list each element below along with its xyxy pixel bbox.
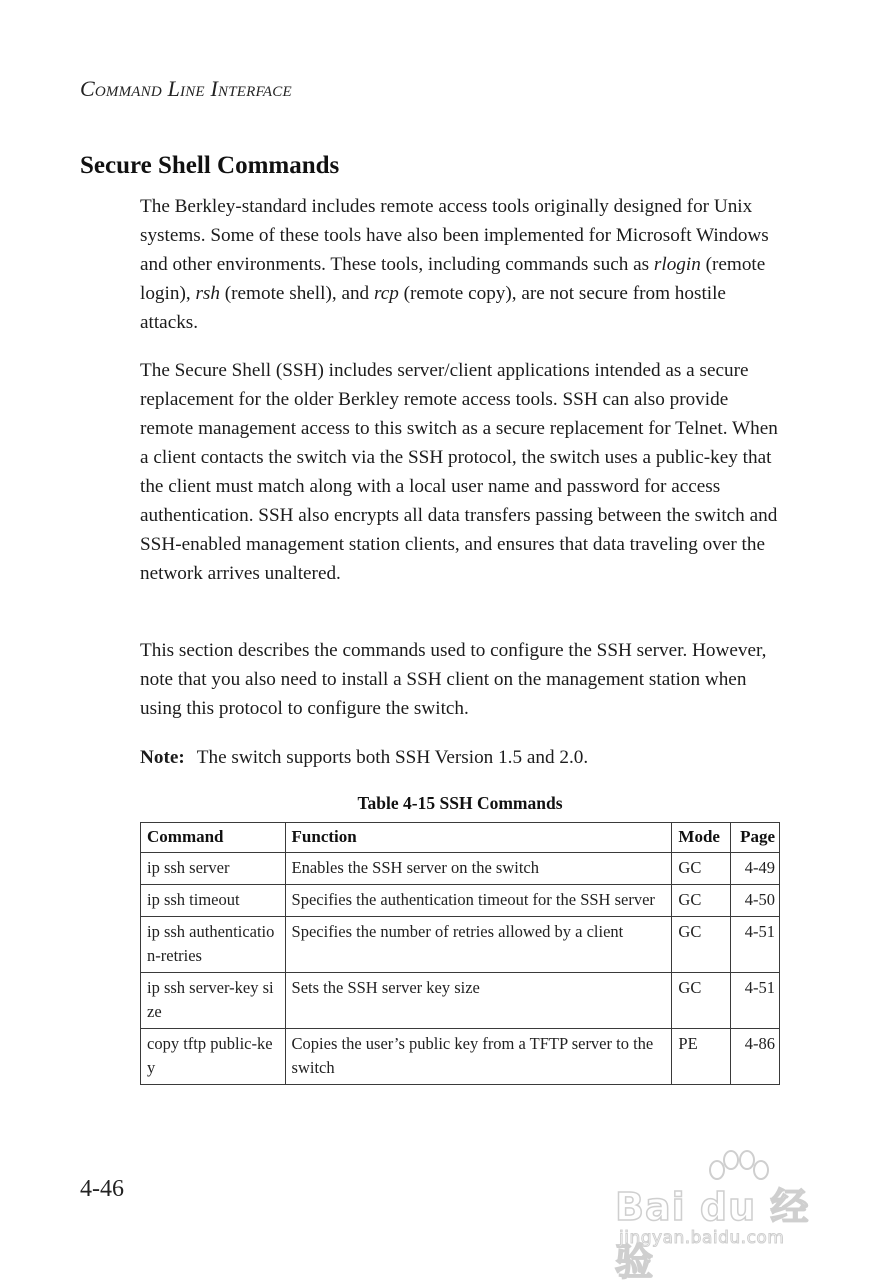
- cell-function: Specifies the number of retries allowed by a client: [285, 917, 672, 973]
- cell-function: Specifies the authentication timeout for the SSH server: [285, 885, 672, 917]
- cell-mode: GC: [672, 853, 731, 885]
- watermark-brand: Bai du 经验: [615, 1185, 810, 1284]
- table-row: [141, 853, 780, 885]
- baidu-watermark: [615, 1150, 840, 1284]
- note-label: Note:: [140, 747, 185, 768]
- paragraph-text: (remote copy), are not secure from hostile attacks.: [140, 283, 726, 333]
- cell-page: 4-50: [731, 885, 780, 917]
- paragraph-text: (remote shell), and: [219, 283, 374, 304]
- section-title: Secure Shell Commands: [80, 152, 340, 179]
- cell-command: ip ssh authentication-retries: [141, 917, 286, 973]
- table-header-row: [141, 823, 780, 853]
- cell-page: 4-49: [731, 853, 780, 885]
- ssh-commands-table: [140, 822, 780, 1085]
- note-text: The switch supports both SSH Version 1.5 and 2.0.: [196, 747, 589, 768]
- table-row: [141, 973, 780, 1029]
- cell-command: ip ssh server: [141, 853, 286, 885]
- cell-command: copy tftp public-key: [141, 1029, 286, 1085]
- paragraph-section-scope: This section describes the commands used to configure the SSH server. However, note that you also need to install a SSH client on the management station when using this protocol to configure the switch.: [140, 640, 767, 719]
- page-number: 4-46: [80, 1176, 124, 1202]
- cell-command: ip ssh timeout: [141, 885, 286, 917]
- header-mode: Mode: [672, 823, 731, 853]
- cell-mode: GC: [672, 917, 731, 973]
- note: [140, 743, 785, 772]
- cell-command: ip ssh server-key size: [141, 973, 286, 1029]
- cell-function: Copies the user’s public key from a TFTP server to the switch: [285, 1029, 672, 1085]
- paragraph-ssh-description: The Secure Shell (SSH) includes server/client applications intended as a secure replacement for the older Berkley remote access tools. SSH can also provide remote management access to this switch as a secure replacement for Telnet. When a client contacts the switch via the SSH protocol, the switch uses a public-key that the client must match along with a local user name and password for access authentication. SSH also encrypts all data transfers passing between the switch and SSH-enabled management station clients, and ensures that data traveling over the network arrives unaltered.: [140, 360, 778, 584]
- header-command: Command: [141, 823, 286, 853]
- cell-page: 4-86: [731, 1029, 780, 1085]
- header-page: Page: [731, 823, 780, 853]
- cell-page: 4-51: [731, 917, 780, 973]
- table-row: [141, 885, 780, 917]
- command-rlogin: rlogin: [653, 254, 701, 275]
- paragraph-intro: [140, 192, 785, 337]
- paragraph-text: (remote login),: [140, 254, 766, 304]
- watermark-url: jingyan.baidu.com: [619, 1228, 785, 1248]
- command-rsh: rsh: [195, 283, 220, 304]
- table-caption: Table 4-15 SSH Commands: [357, 793, 563, 813]
- cell-function: Sets the SSH server key size: [285, 973, 672, 1029]
- cell-mode: PE: [672, 1029, 731, 1085]
- paragraph-text: The Berkley-standard includes remote access tools originally designed for Unix systems. Some of these tools have also been implemented for Microsoft Windows and other environments. These tools, including commands such as: [140, 196, 769, 275]
- command-rcp: rcp: [373, 283, 399, 304]
- table-row: [141, 917, 780, 973]
- table-row: [141, 1029, 780, 1085]
- cell-mode: GC: [672, 973, 731, 1029]
- cell-function: Enables the SSH server on the switch: [285, 853, 672, 885]
- cell-mode: GC: [672, 885, 731, 917]
- cell-page: 4-51: [731, 973, 780, 1029]
- header-function: Function: [285, 823, 672, 853]
- running-head: Command Line Interface: [80, 76, 292, 101]
